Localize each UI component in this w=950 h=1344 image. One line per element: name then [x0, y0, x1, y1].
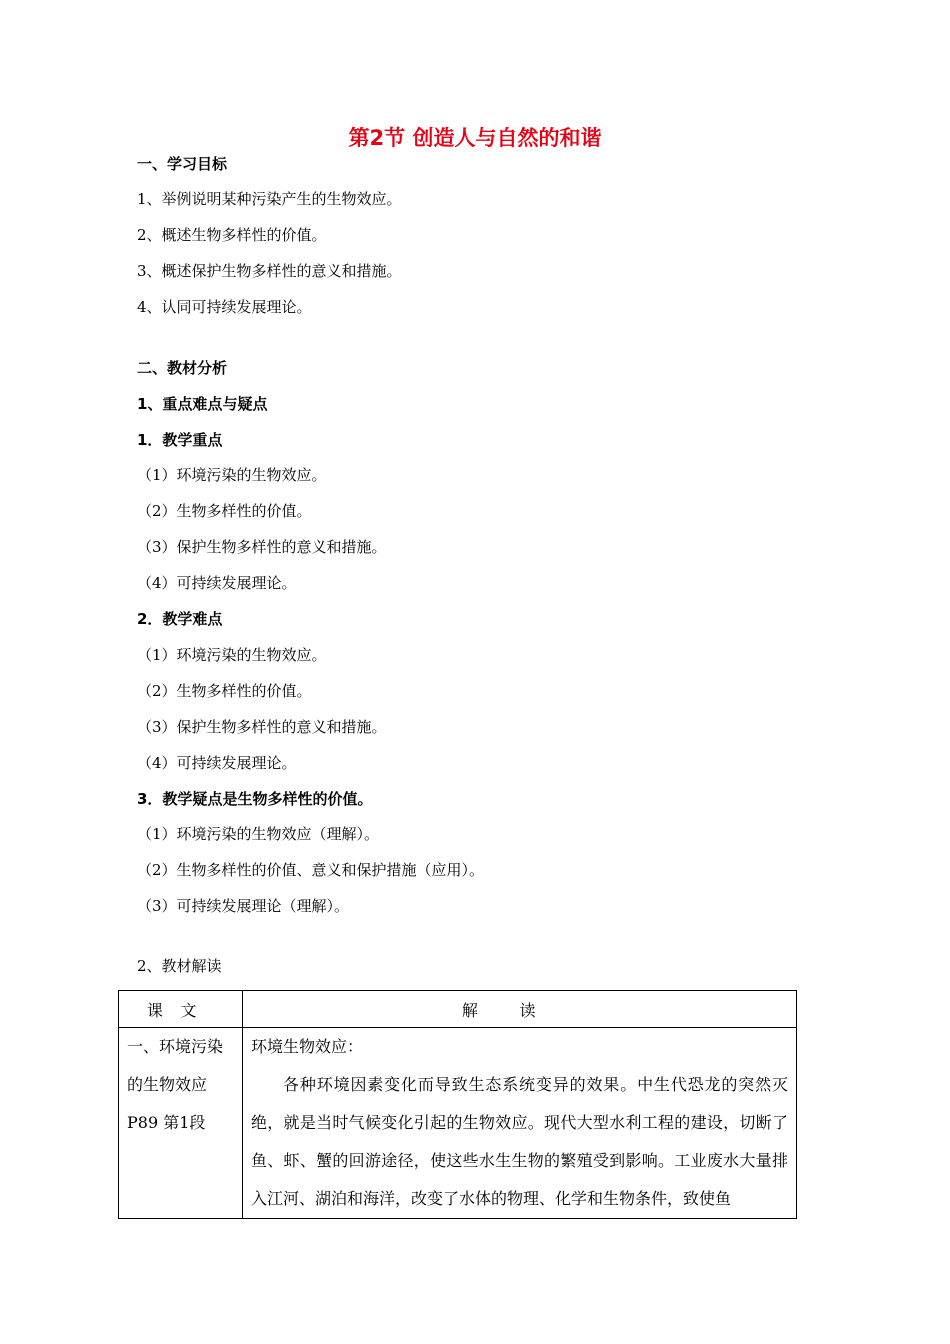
focus-item-1: （1）环境污染的生物效应。 — [137, 466, 327, 484]
heading-teaching-difficulty: 2．教学难点 — [137, 610, 223, 628]
goal-item-1: 1、举例说明某种污染产生的生物效应。 — [137, 190, 402, 208]
doubt-item-2: （2）生物多样性的价值、意义和保护措施（应用）。 — [137, 861, 485, 879]
doubt-item-3: （3）可持续发展理论（理解）。 — [137, 897, 350, 915]
subheading-key-points: 1、重点难点与疑点 — [137, 395, 268, 413]
header-label-text: 课文 — [146, 1000, 215, 1020]
textbook-reading-table — [118, 990, 797, 1219]
header-label-reading: 解读 — [461, 1000, 578, 1020]
reading-body: 各种环境因素变化而导致生态系统变异的效果。中生代恐龙的突然灭绝，就是当时气候变化引起的生物效应。现代大型水利工程的建设，切断了鱼、虾、蟹的回游途径，使这些水生生物的繁殖受到影响。工业废水大量排入江河、湖泊和海洋，改变了水体的物理、化学和生物条件，致使鱼 — [251, 1075, 788, 1208]
row-cell-reading — [243, 1028, 797, 1219]
heading-teaching-doubt: 3．教学疑点是生物多样性的价值。 — [137, 790, 373, 808]
row-text-line-1: 一、环境污染 — [127, 1037, 224, 1056]
heading-teaching-focus: 1．教学重点 — [137, 431, 223, 449]
subheading-textbook-reading: 2、教材解读 — [137, 957, 222, 975]
page-title: 第2节 创造人与自然的和谐 — [348, 126, 602, 150]
goal-item-3: 3、概述保护生物多样性的意义和措施。 — [137, 262, 402, 280]
focus-item-4: （4）可持续发展理论。 — [137, 574, 297, 592]
header-cell-reading — [243, 991, 797, 1028]
section-heading-analysis: 二、教材分析 — [137, 359, 228, 377]
doubt-item-1: （1）环境污染的生物效应（理解）。 — [137, 825, 380, 843]
difficulty-item-1: （1）环境污染的生物效应。 — [137, 646, 327, 664]
focus-item-3: （3）保护生物多样性的意义和措施。 — [137, 538, 387, 556]
goal-item-4: 4、认同可持续发展理论。 — [137, 298, 312, 316]
table-row — [119, 1028, 797, 1219]
row-text-line-2: 的生物效应 — [127, 1075, 208, 1094]
difficulty-item-3: （3）保护生物多样性的意义和措施。 — [137, 718, 387, 736]
difficulty-item-2: （2）生物多样性的价值。 — [137, 682, 312, 700]
difficulty-item-4: （4）可持续发展理论。 — [137, 754, 297, 772]
reading-title: 环境生物效应： — [251, 1037, 364, 1056]
focus-item-2: （2）生物多样性的价值。 — [137, 502, 312, 520]
row-cell-text — [119, 1028, 243, 1219]
section-heading-goals: 一、学习目标 — [137, 155, 228, 173]
header-cell-text — [119, 991, 243, 1028]
table-header-row — [119, 991, 797, 1028]
row-text-line-3: P89 第1段 — [127, 1113, 206, 1132]
goal-item-2: 2、概述生物多样性的价值。 — [137, 226, 327, 244]
